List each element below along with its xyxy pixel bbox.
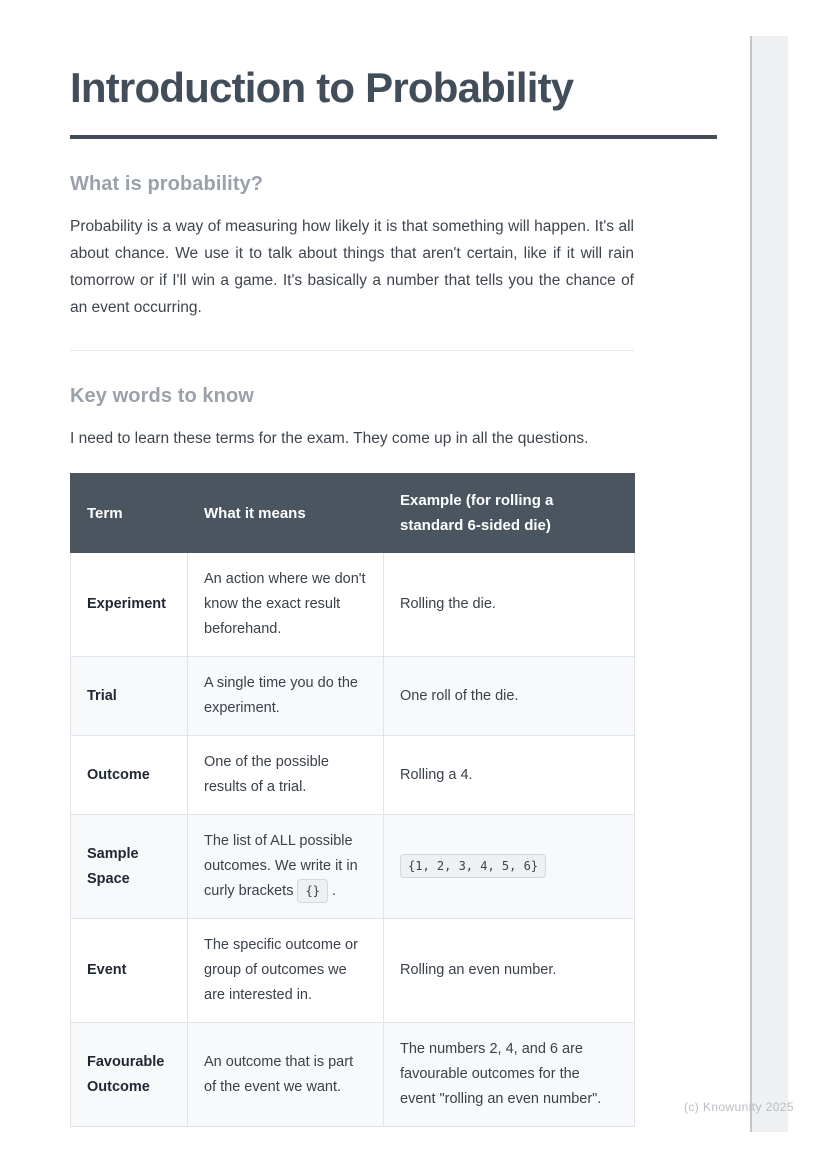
section-heading-what-is-probability: What is probability? bbox=[70, 173, 264, 196]
key-terms-table bbox=[70, 473, 635, 1127]
example-cell: Rolling the die. bbox=[384, 553, 635, 657]
meaning-cell: The specific outcome or group of outcomes we are interested in. bbox=[188, 919, 384, 1023]
example-cell: Rolling an even number. bbox=[384, 919, 635, 1023]
column-header-example: Example (for rolling a standard 6-sided die) bbox=[384, 474, 635, 553]
example-cell: One roll of the die. bbox=[384, 657, 635, 736]
page-title: Introduction to Probability bbox=[70, 64, 574, 111]
table-row bbox=[71, 553, 635, 657]
meaning-cell: An action where we don't know the exact result beforehand. bbox=[188, 553, 384, 657]
term-cell: Experiment bbox=[71, 553, 188, 657]
term-cell: Sample Space bbox=[71, 815, 188, 919]
section-divider bbox=[70, 350, 634, 351]
meaning-cell: The list of ALL possible outcomes. We write it in curly brackets {} . bbox=[188, 815, 384, 919]
code-chip: {} bbox=[297, 879, 327, 903]
title-divider bbox=[70, 135, 717, 139]
table-row bbox=[71, 657, 635, 736]
table-row bbox=[71, 919, 635, 1023]
document-page bbox=[70, 0, 634, 1127]
meaning-cell: An outcome that is part of the event we want. bbox=[188, 1023, 384, 1127]
page-gap-strip bbox=[750, 36, 788, 1132]
example-cell bbox=[384, 815, 635, 919]
code-chip: {1, 2, 3, 4, 5, 6} bbox=[400, 854, 546, 878]
example-cell: The numbers 2, 4, and 6 are favourable outcomes for the event "rolling an even number". bbox=[384, 1023, 635, 1127]
column-header-term: Term bbox=[71, 474, 188, 553]
table-row bbox=[71, 736, 635, 815]
term-cell: Favourable Outcome bbox=[71, 1023, 188, 1127]
example-cell: Rolling a 4. bbox=[384, 736, 635, 815]
table-header-row bbox=[71, 474, 635, 553]
term-cell: Event bbox=[71, 919, 188, 1023]
term-cell: Outcome bbox=[71, 736, 188, 815]
what-is-probability-paragraph: Probability is a way of measuring how likely it is that something will happen. It's all about chance. We use it to talk about things that aren't certain, like if it will rain tomorrow or if I'll win a game. It's basically a number that tells you the chance of an event occurring. bbox=[70, 218, 634, 317]
section-heading-key-words: Key words to know bbox=[70, 385, 254, 408]
meaning-cell: A single time you do the experiment. bbox=[188, 657, 384, 736]
meaning-cell: One of the possible results of a trial. bbox=[188, 736, 384, 815]
table-row bbox=[71, 1023, 635, 1127]
term-cell: Trial bbox=[71, 657, 188, 736]
column-header-meaning: What it means bbox=[188, 474, 384, 553]
watermark: (c) Knowunity 2025 bbox=[684, 1100, 794, 1114]
key-words-intro-paragraph: I need to learn these terms for the exam. They come up in all the questions. bbox=[70, 430, 589, 448]
table-row bbox=[71, 815, 635, 919]
